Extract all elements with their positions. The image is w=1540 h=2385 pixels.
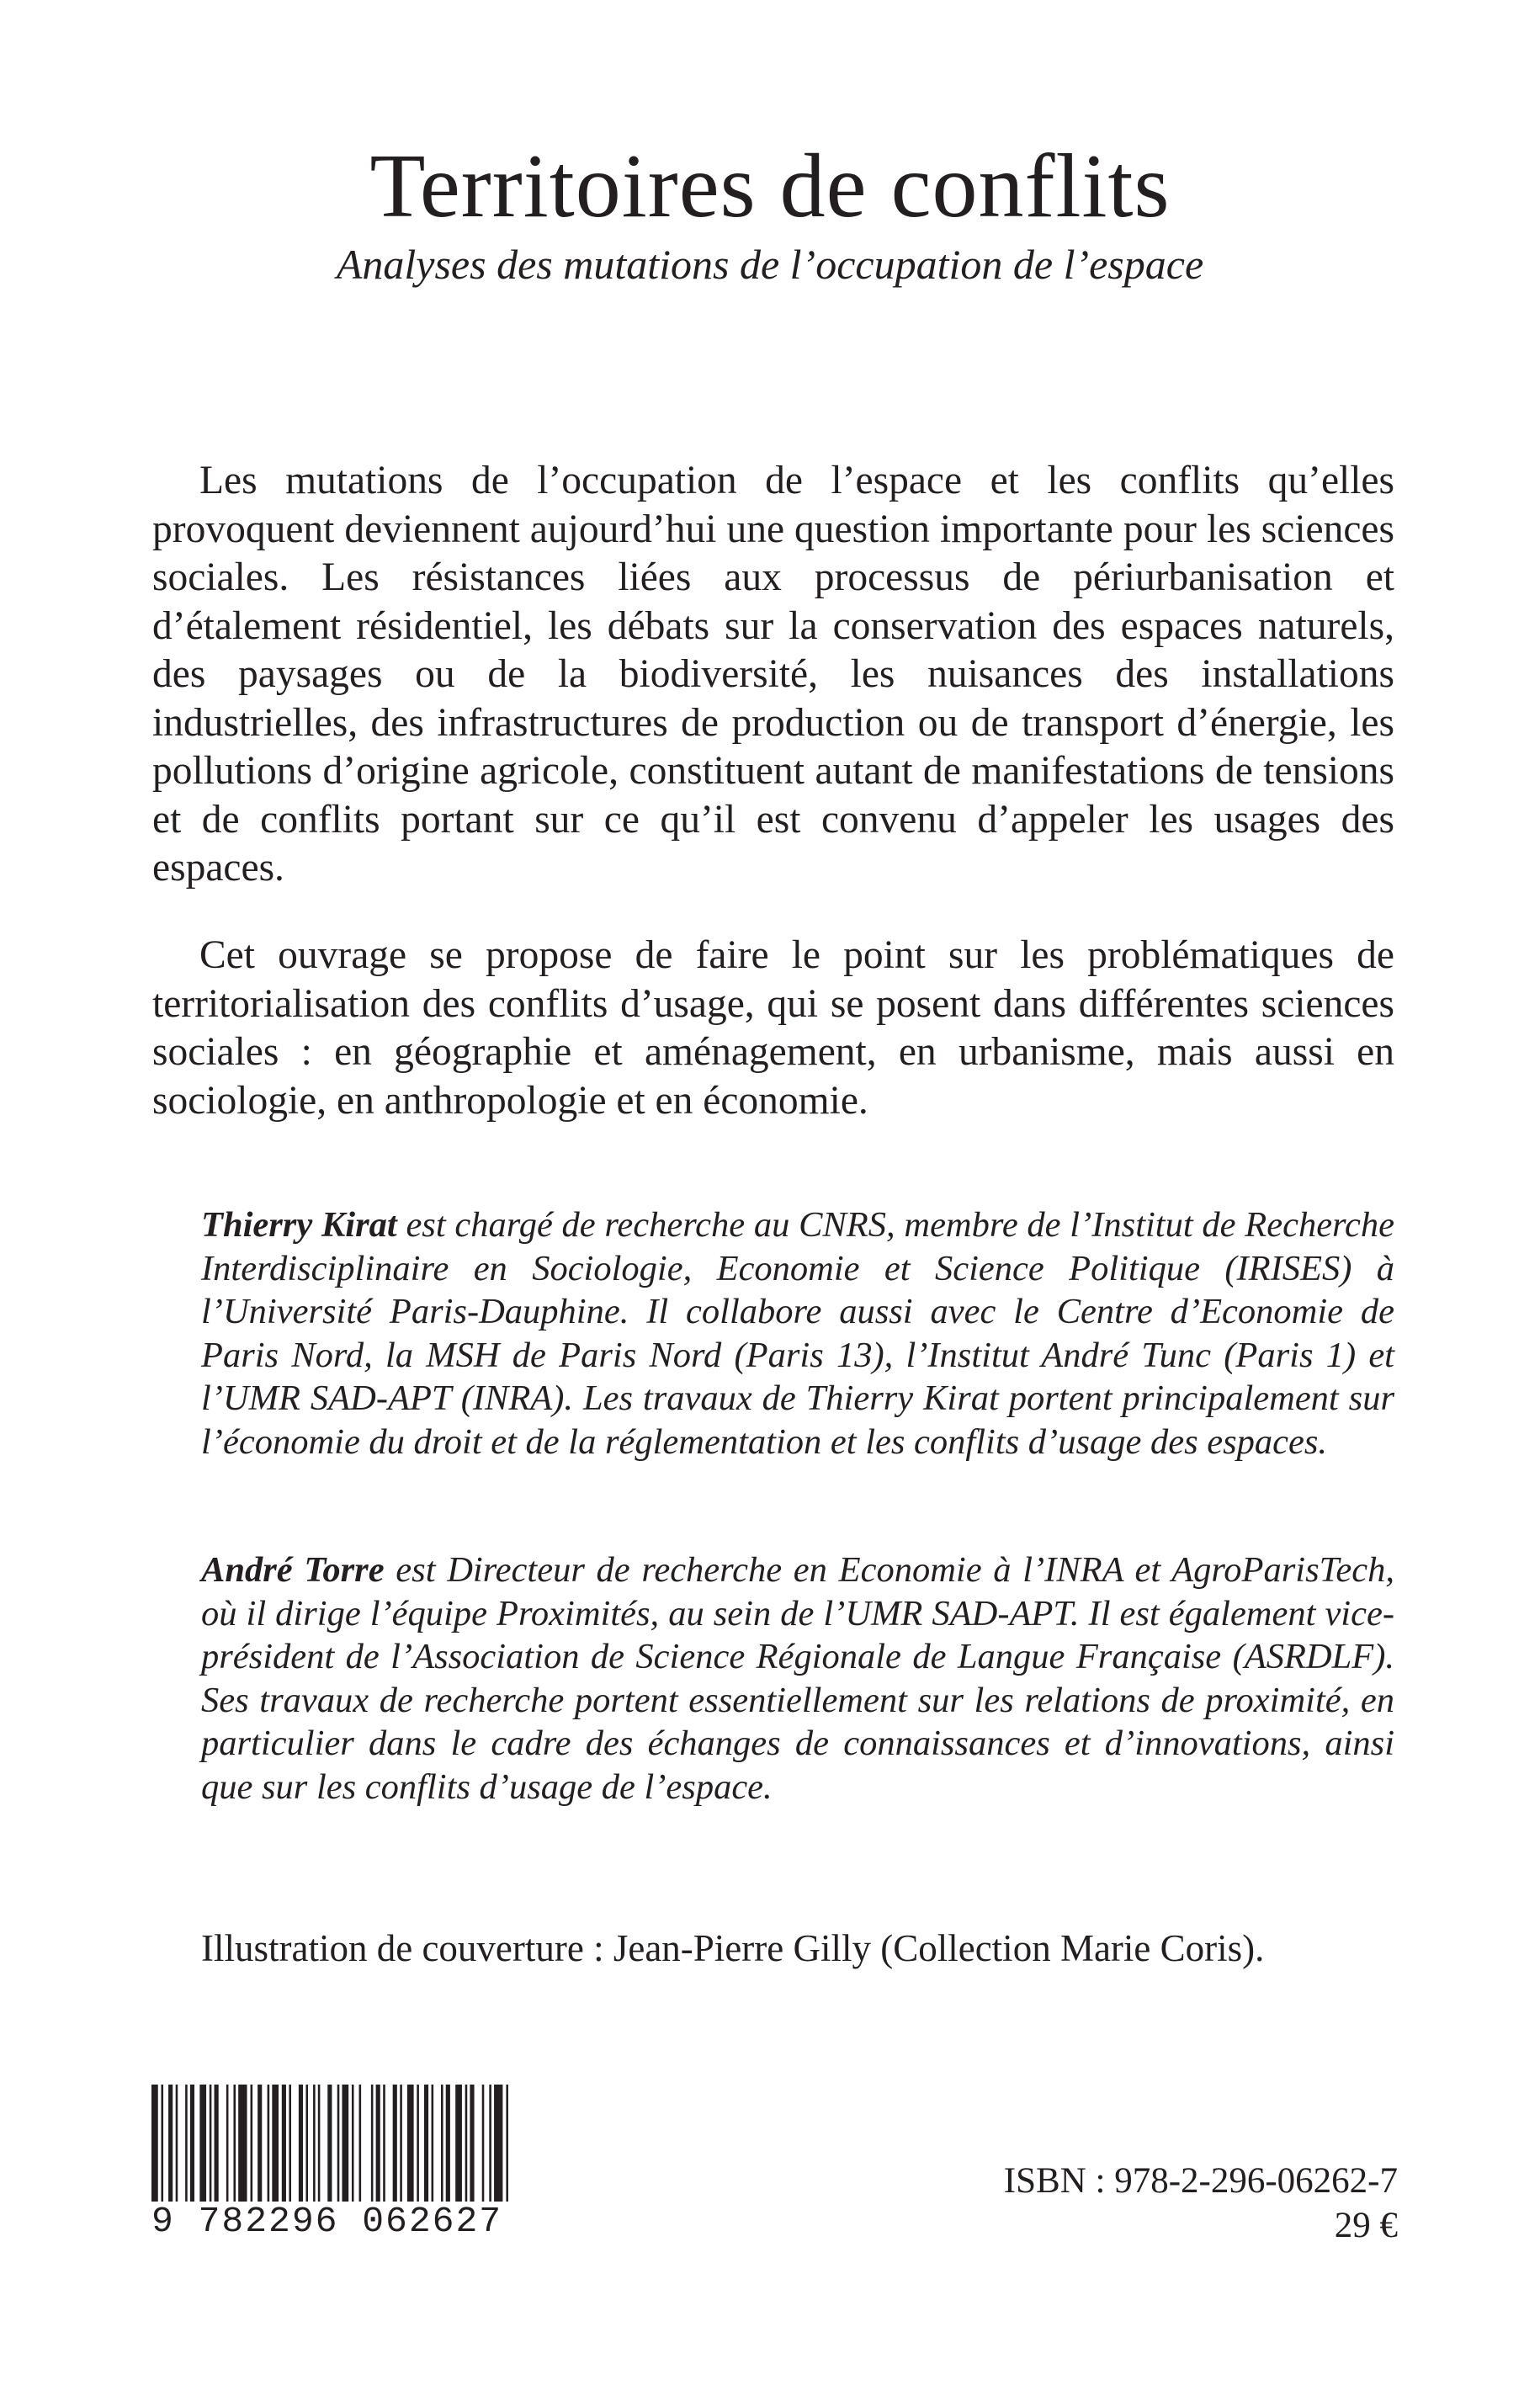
author-bio <box>201 1203 1394 1463</box>
isbn: ISBN : 978-2-296-06262-7 <box>1003 2161 1398 2201</box>
cover-illustration-credit: Illustration de couverture : Jean-Pierre Gilly (Collection Marie Coris). <box>201 1927 1265 1969</box>
author-bio <box>201 1548 1394 1809</box>
book-title: Territoires de conflits <box>369 136 1171 236</box>
author-bio-text: est Directeur de recherche en Economie à l’INRA et AgroParisTech, où il dirige l’équipe Proximités, au sein de l’UMR SAD-APT. Il est également vice-président de l’Association de Science Régionale de Langue Française (ASRDLF). Ses travaux de recherche portent essentiellement sur les relations de proximité, en particulier dans le cadre des échanges de connaissances et d’innovations, ainsi que sur les conflits d’usage de l’espace. <box>201 1550 1394 1807</box>
summary-paragraph: Les mutations de l’occupation de l’espace et les conflits qu’elles provoquent deviennent aujourd’hui une question importante pour les sciences sociales. Les résistances liées aux processus de périurbanisation et d’étalement résidentiel, les débats sur la conservation des espaces naturels, des paysages ou de la biodiversité, les nuisances des installations industrielles, des infrastructures de production ou de transport d’énergie, les pollutions d’origine agricole, constituent autant de manifestations de tensions et de conflits portant sur ce qu’il est convenu d’appeler les usages des espaces. <box>152 459 1394 890</box>
price: 29 € <box>1334 2206 1398 2245</box>
author-name: Thierry Kirat <box>201 1205 397 1245</box>
barcode-digits: 9 782296 062627 <box>151 2202 513 2242</box>
book-subtitle: Analyses des mutations de l’occupation de l’espace <box>336 241 1204 288</box>
summary-paragraph: Cet ouvrage se propose de faire le point sur les problématiques de territorialisation des conflits d’usage, qui se posent dans différentes sciences sociales : en géographie et aménagement, en urbanisme, mais aussi en sociologie, en anthropologie et en économie. <box>152 933 1394 1123</box>
author-bio-text: est chargé de recherche au CNRS, membre de l’Institut de Recherche Interdisciplinaire en Sociologie, Economie et Science Politique (IRISES) à l’Université Paris-Dauphine. Il collabore aussi avec le Centre d’Economie de Paris Nord, la MSH de Paris Nord (Paris 13), l’Institut André Tunc (Paris 1) et l’UMR SAD-APT (INRA). Les travaux de Thierry Kirat portent principalement sur l’économie du droit et de la réglementation et les conflits d’usage des espaces. <box>201 1205 1394 1462</box>
author-name: André Torre <box>201 1550 385 1590</box>
